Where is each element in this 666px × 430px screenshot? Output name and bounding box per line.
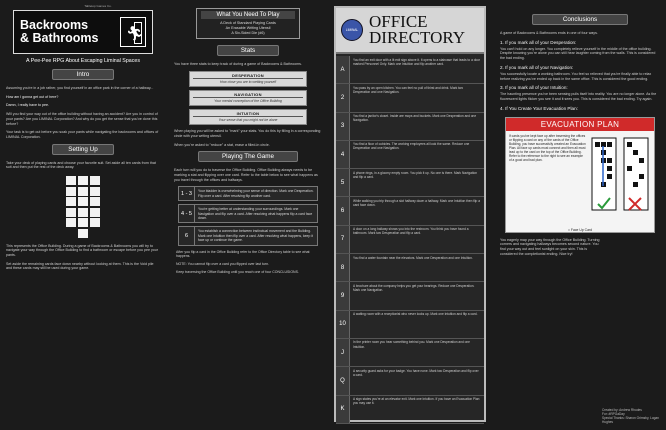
evacuation-map-icon	[589, 134, 651, 218]
card-rank: Q	[336, 367, 350, 394]
conclusions-outro: You eagerly map your way through the Office Building. Turning corners and navigating hallways becomes second nature. You find your way out and feel sunlight on your skin. This is considered the completionist ending. Nice try!	[500, 237, 600, 256]
what-you-need-box	[196, 8, 300, 39]
step-text: Your bladder is overwhelming your sense of direction. Mark one Desperation. Flip over a card. After resolving flip another card.	[198, 189, 314, 198]
evacuation-plan-title: EVACUATION PLAN	[506, 118, 654, 131]
card-grid-row	[66, 229, 101, 238]
directory-entry-text: You find an exit door with a lit exit sign above it. It opens to a staircase that leads to a door marked Personnel Only. Mark one Intuition and flip another card.	[353, 57, 481, 66]
directory-row	[336, 311, 484, 339]
stat-desperation	[189, 71, 307, 87]
step-number: 1 - 3	[179, 187, 195, 200]
column-conclusions	[494, 0, 666, 430]
card-slot	[66, 197, 77, 206]
card-rank: K	[336, 396, 350, 423]
directory-entry-text: A brochure about the company helps you get your bearings. Reduce one Desperation. Mark one Navigation.	[353, 283, 475, 292]
directory-entry-text: A waiting room with a receptionist who never looks up. Mark one Intuition and flip a card.	[353, 312, 478, 317]
card-rank: A	[336, 56, 350, 83]
card-slot	[78, 176, 89, 185]
evacuation-plan-text: If cards you've kept face up after traversing the offices or flipping a card on any of the cards of the Office Building, you have successfully created an Evacuation Plan. All face up cards must connect and then all must lead up to the card on the top of the Office Building. Refer to the reference to the right to see an example of a good and bad plan.	[509, 133, 586, 163]
intro-question-1: How am I gonna get out of here?	[6, 94, 59, 99]
directory-title-line-1: OFFICE	[369, 12, 428, 31]
intro-paragraph-1: Assuming you're in a job rather, you find yourself in an office park in the corner of a hallway...	[6, 86, 154, 90]
directory-row	[336, 396, 484, 424]
step-row	[178, 186, 318, 201]
directory-entry-text: You find a janitor's closet. Inside are mops and buckets. Mark one Desperation and one Navigation.	[353, 114, 477, 123]
setup-heading: Setting Up	[52, 144, 114, 155]
step-number: 4 - 5	[179, 205, 195, 222]
directory-entry-text: You pass by an open kitchen. You can feel no pull of thirst and drink. Mark two Desperation and one Navigation.	[353, 85, 464, 94]
card-slot	[78, 187, 89, 196]
column-stats-play	[170, 0, 326, 430]
stat-intuition	[189, 109, 307, 125]
running-figure-icon: 🏃︎	[126, 25, 144, 41]
directory-entry-text: A door on a long hallway shows you into the restroom. You think you have found a bathroom. Mark two Desperation and flip a card.	[353, 227, 469, 236]
card-slot	[78, 197, 89, 206]
card-grid-row	[66, 187, 101, 196]
directory-row	[336, 367, 484, 395]
stat-navigation	[189, 90, 307, 106]
playing-the-game-heading: Playing The Game	[198, 151, 298, 162]
need-item: An Erasable Writing Utensil	[225, 25, 271, 30]
play-intro: Each turn will you do to traverse the Office Building. Office Building always needs to be marking a stat and flipping over one card. Refer to the table below to see what happens as you travel through the offices and hallways.	[174, 168, 318, 182]
evacuation-plan-legend: = Face Up Card	[567, 227, 593, 232]
stat-name: DESPERATION	[193, 73, 303, 79]
column-office-directory	[330, 0, 490, 430]
card-rank: 9	[336, 282, 350, 309]
directory-row	[336, 282, 484, 310]
conclusions-heading: Conclusions	[532, 14, 628, 25]
conclusion-text: You successfully locate a working bathroom. You feel so relieved that you're finally able to relax before realizing you've ended up back in the same office. This is considered the good ending.	[500, 71, 652, 81]
card-slot	[90, 197, 101, 206]
card-rank: 6	[336, 197, 350, 224]
card-slot	[66, 218, 77, 227]
directory-row	[336, 254, 484, 282]
office-building-card-grid	[6, 176, 160, 238]
setup-paragraph-3: Set aside the remaining cards face down nearby without looking at them. This is the Void pile and these cards may still be used during your game.	[6, 261, 154, 271]
card-rank: 8	[336, 254, 350, 281]
card-slot	[78, 208, 89, 217]
directory-entry-text: You find a floor of cubicles. The working employees all look the same. Reduce one Desperation and one Navigation.	[353, 142, 470, 151]
stats-note-1: When playing you will be asked to "mark" your stats. You do this by filling in a corresponding circle with your writing utensil.	[174, 129, 321, 138]
directory-row	[336, 169, 484, 197]
card-slot	[90, 176, 101, 185]
step-number: 6	[179, 227, 195, 244]
stat-description: Your sense that you might not be alone	[218, 118, 278, 123]
stats-intro: You have three stats to keep track of during a game of Backrooms & Bathrooms.	[174, 62, 302, 67]
exit-sign-icon	[120, 17, 146, 47]
intro-paragraph-2: Will you find your way out of the office building without having an accident? Are you in control of your pants? Are you LIMINAL Corporation? And why do you get the sense that you've done this before?	[6, 112, 158, 126]
card-slot	[90, 187, 101, 196]
directory-row	[336, 141, 484, 169]
conclusion-title: 2. If you mark all of your Navigation:	[500, 64, 574, 70]
play-note-2: NOTE: You cannot flip over a card you flipped over last turn.	[176, 261, 269, 266]
evacuation-plan-box	[505, 117, 655, 233]
conclusion-title: 4. If You Create Your Evacuation Plan:	[500, 105, 578, 111]
card-rank: 2	[336, 84, 350, 111]
directory-title-line-2: DIRECTORY	[369, 28, 466, 47]
directory-entry-text: You find a water fountain near the elevators. Mark one Desperation and one Intuition.	[353, 255, 473, 260]
directory-header	[336, 8, 484, 54]
logo-line-2: & Bathrooms	[20, 31, 99, 45]
card-rank: J	[336, 339, 350, 366]
card-grid-row	[66, 218, 101, 227]
intro-heading: Intro	[52, 69, 114, 80]
card-rank: 7	[336, 226, 350, 253]
what-you-need-title: What You Need To Play	[201, 11, 295, 19]
stats-heading: Stats	[217, 45, 279, 56]
evacuation-plan-diagram	[589, 134, 651, 223]
conclusion-text: The haunting presence you've been sensing pulls itself into reality. You are no longer alone. As the fluorescent lights flicker you see it and it sees you. This is considered the bad ending. Try again.	[500, 92, 657, 101]
card-slot	[66, 208, 77, 217]
step-text: You establish a connection between instinctual movement and the Building. Mark one Intuition then flip over a card. After resolving what happens, keep it face up or continue the game.	[198, 229, 313, 243]
step-row	[178, 204, 318, 223]
directory-entry-text: A sign states you're at an elevator exit. Mark one Intuition. If you have an Evacuation Plan you may use it.	[353, 397, 480, 406]
card-rank: 3	[336, 113, 350, 140]
empty-slot	[66, 229, 77, 238]
card-rank: 10	[336, 311, 350, 338]
directory-entry-text: A phone rings, in a gloomy empty room. You pick it up. No one is there. Mark Navigation and flip a card.	[353, 170, 478, 179]
step-text: You're getting better at understanding your surroundings. Mark one Navigation and flip over a card. After resolving what happens flip a card face down.	[198, 207, 313, 220]
intro-question-2: Damn, I really have to pee.	[6, 103, 49, 108]
directory-row	[336, 339, 484, 367]
directory-row	[336, 56, 484, 84]
card-rank: 5	[336, 169, 350, 196]
card-grid-row	[66, 197, 101, 206]
directory-row	[336, 226, 484, 254]
stat-name: INTUITION	[193, 111, 303, 117]
logo-line-1: Backrooms	[20, 18, 89, 32]
logo-text	[20, 19, 120, 45]
directory-entry-text: While walking you trip through a slot halfway down a hallway. Mark one Intuition then flip a card face down.	[353, 198, 480, 208]
tagline: A Pee-Pee RPG About Escaping Liminal Spaces	[26, 58, 140, 64]
card-slot	[90, 208, 101, 217]
conclusion-title: 1. If you mark all of your Desperation:	[500, 39, 577, 45]
game-logo	[13, 10, 153, 54]
conclusion-text: You can't hold on any longer. You completely relieve yourself in the middle of the office building. Despite knowing you're alone you can still hear laughter coming from the walls. This is considered the bad ending.	[500, 46, 656, 61]
directory-entry-text: A security guard asks for your badge. You have none. Mark two Desperation and flip over a card.	[353, 368, 479, 377]
setup-paragraph-1: Take your deck of playing cards and choose your favorite suit. Set aside all ten cards from that suit and then put the rest of the deck away.	[6, 160, 156, 170]
directory-row	[336, 84, 484, 112]
empty-slot	[90, 229, 101, 238]
stat-name: NAVIGATION	[193, 92, 303, 98]
directory-entry-text: In the printer room you hear something behind you. Mark one Desperation and one Intuition.	[353, 340, 470, 349]
play-note-1: After you flip a card in the Office Building refer to the Office Directory table to see what happens.	[176, 249, 310, 258]
directory-table	[336, 56, 484, 424]
stat-description: How close you are to wetting yourself	[219, 80, 277, 85]
conclusions-intro: A game of Backrooms & Bathrooms ends in one of four ways.	[500, 31, 598, 35]
conclusion-title: 3. If you mark all of your Intuition:	[500, 85, 568, 91]
intro-paragraph-3: Your task is to get out before you soak your pants while navigating the backrooms and offices of LIMINAL Corporation.	[6, 130, 159, 139]
setup-paragraph-2: This represents the Office Building. During a game of Backrooms & Bathrooms you will try to navigate your way through the Office Building to find a bathroom or escape before you pee your pants.	[6, 243, 158, 257]
need-item: A Six-Sided Die (d6)	[231, 30, 265, 35]
office-directory-panel	[334, 6, 486, 422]
stats-note-2: When you're asked to "reduce" a stat, erase a filled-in circle.	[174, 142, 270, 147]
publisher-credit: Tabletop Games Co.	[84, 4, 112, 8]
door-icon	[134, 22, 142, 44]
credits: Created by: Andrew Rhodes For: #RPGaDay Special Thanks: Sharon Grimsby, Logan Hughes	[602, 407, 659, 424]
card-rank: 4	[336, 141, 350, 168]
play-note-3: Keep traversing the Office Building until you reach one of four CONCLUSIONS.	[176, 269, 299, 274]
card-slot	[66, 176, 77, 185]
card-slot	[90, 218, 101, 227]
liminal-seal-icon: LIMINAL	[341, 19, 363, 41]
card-slot	[78, 218, 89, 227]
need-item: A Deck of Standard Playing Cards	[220, 21, 276, 25]
card-slot	[78, 229, 89, 238]
directory-row	[336, 197, 484, 225]
directory-title	[369, 14, 465, 46]
card-slot	[66, 187, 77, 196]
column-intro-setup	[0, 0, 166, 430]
card-grid-row	[66, 176, 101, 185]
stat-description: Your mental conception of the Office Building	[214, 99, 282, 104]
evacuation-plan-body	[506, 131, 654, 226]
card-grid-row	[66, 208, 101, 217]
directory-row	[336, 113, 484, 141]
step-row	[178, 226, 318, 245]
